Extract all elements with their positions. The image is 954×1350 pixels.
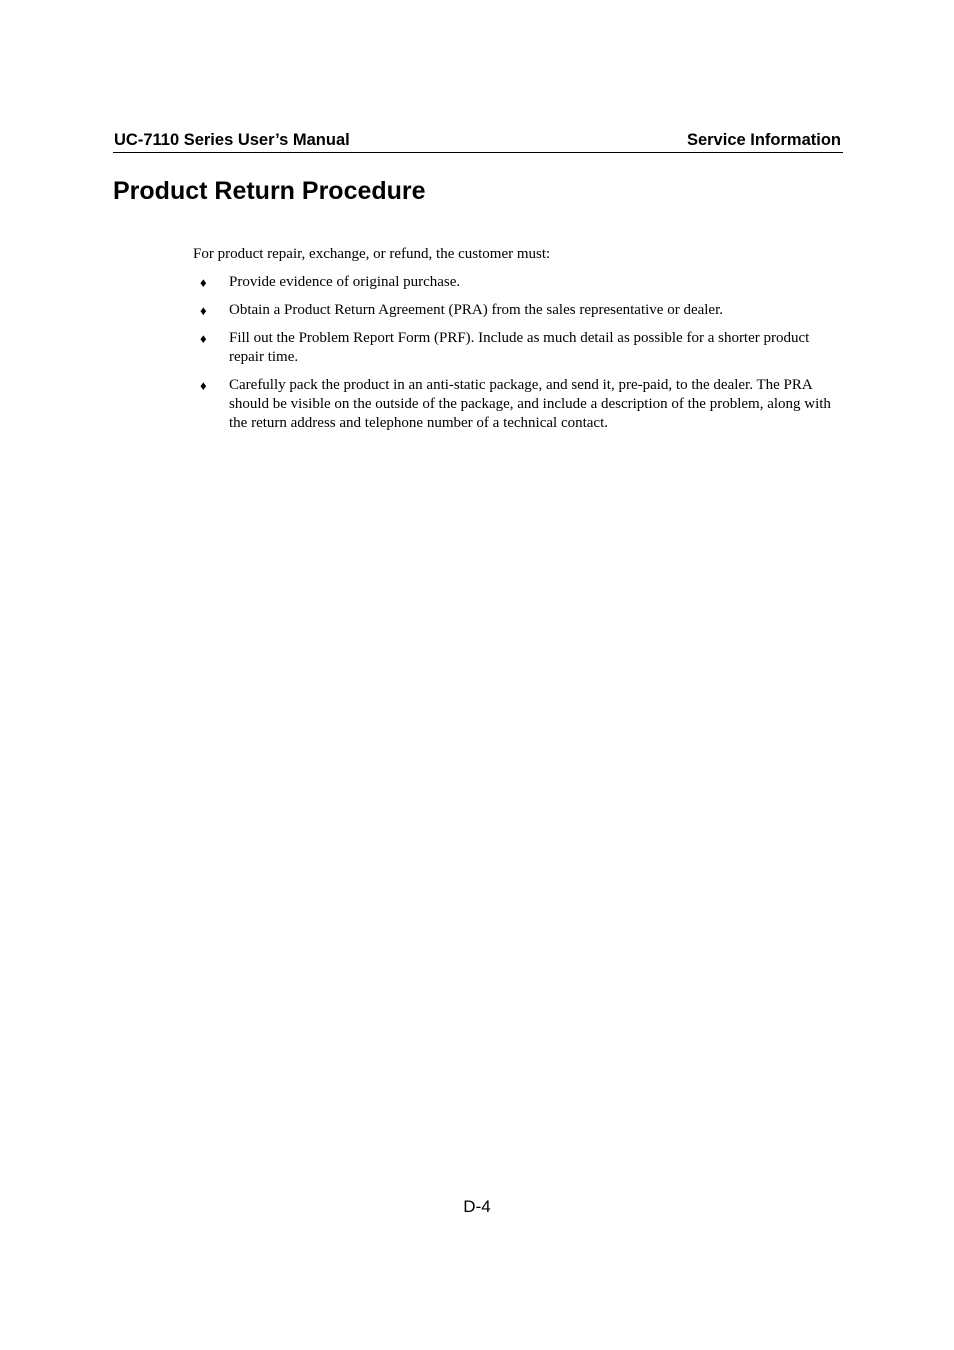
- page-header: [113, 130, 843, 153]
- diamond-bullet-icon: ♦: [200, 275, 207, 290]
- diamond-bullet-icon: ♦: [200, 378, 207, 393]
- list-item: [200, 301, 845, 320]
- list-item: [200, 329, 845, 367]
- diamond-bullet-icon: ♦: [200, 303, 207, 318]
- section-title: Service Information: [686, 131, 841, 149]
- procedure-list: [200, 273, 845, 442]
- list-item: [200, 273, 845, 292]
- list-item-text: Carefully pack the product in an anti-static package, and send it, pre-paid, to the dealer. The PRA should be visible on the outside of the package, and include a description of the problem, along with the return address and telephone number of a technical contact.: [229, 377, 831, 431]
- list-item-text: Provide evidence of original purchase.: [229, 274, 461, 290]
- intro-text: For product repair, exchange, or refund, the customer must:: [193, 246, 551, 262]
- page-title: Product Return Procedure: [113, 177, 426, 205]
- list-item-text: Obtain a Product Return Agreement (PRA) from the sales representative or dealer.: [229, 302, 724, 318]
- list-item: [200, 376, 845, 433]
- list-item-text: Fill out the Problem Report Form (PRF). Include as much detail as possible for a shorter product repair time.: [229, 330, 810, 365]
- diamond-bullet-icon: ♦: [200, 331, 207, 346]
- page-number: D-4: [463, 1197, 491, 1216]
- manual-title: UC-7110 Series User’s Manual: [114, 131, 350, 149]
